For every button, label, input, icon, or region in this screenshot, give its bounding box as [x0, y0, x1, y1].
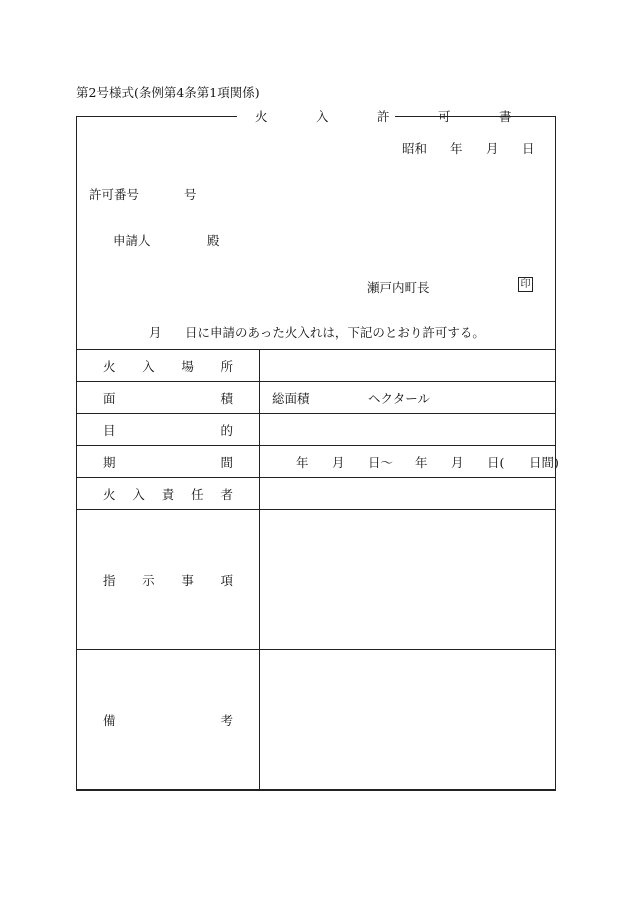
responsible-value[interactable]: [260, 478, 556, 510]
seal-mark: 印: [518, 277, 533, 292]
period-start-day: 日〜: [368, 454, 394, 470]
responsible-label-cell: [77, 478, 260, 510]
area-value[interactable]: [260, 382, 556, 414]
date-era: 昭和: [402, 141, 428, 156]
period-days: 日間): [529, 454, 559, 470]
period-start-year: 年: [296, 454, 309, 470]
frame-top-line-right: [395, 116, 555, 117]
period-end-day: 日(: [487, 454, 505, 470]
row-period: [77, 446, 556, 478]
frame-top-line-left: [77, 116, 237, 117]
applicant-label: 申請人: [113, 233, 151, 248]
period-end-month: 月: [451, 454, 464, 470]
row-responsible: [77, 478, 556, 510]
issuer-title: 瀬戸内町長: [367, 280, 430, 295]
instructions-label: 指 示 事 項: [103, 572, 233, 588]
location-label: 火 入 場 所: [103, 358, 233, 374]
row-remarks: [77, 650, 556, 790]
period-value[interactable]: [260, 446, 559, 478]
date-day: 日: [522, 141, 535, 156]
area-unit: ヘクタール: [368, 390, 431, 406]
row-instructions: [77, 510, 556, 650]
permit-number-suffix: 号: [184, 187, 197, 202]
instructions-label-cell: [77, 510, 260, 650]
location-label-cell: [77, 350, 260, 382]
row-purpose: [77, 414, 556, 446]
area-label-cell: [77, 382, 260, 414]
period-start-month: 月: [332, 454, 345, 470]
area-total-label: 総面積: [272, 390, 310, 406]
date-year: 年: [450, 141, 463, 156]
location-value[interactable]: [260, 350, 556, 382]
purpose-value[interactable]: [260, 414, 556, 446]
remarks-value[interactable]: [260, 650, 556, 790]
permit-number-label: 許可番号: [89, 187, 140, 202]
document-title: 火 入 許 可 書: [255, 109, 530, 124]
purpose-label-cell: [77, 414, 260, 446]
applicant-honorific: 殿: [207, 233, 220, 248]
area-label: 面 積: [103, 390, 233, 406]
remarks-label: 備 考: [103, 712, 233, 728]
period-label-cell: [77, 446, 260, 478]
remarks-label-cell: [77, 650, 260, 790]
permit-form-frame: [76, 109, 559, 791]
statement-text: 日に申請のあった火入れは，下記のとおり許可する。: [185, 325, 485, 340]
permit-details-table: [76, 349, 559, 790]
date-month: 月: [486, 141, 499, 156]
statement-month: 月: [149, 325, 162, 340]
period-end-year: 年: [415, 454, 428, 470]
row-location: [77, 350, 556, 382]
period-label: 期 間: [103, 454, 233, 470]
form-number-label: 第2号様式(条例第4条第1項関係): [76, 85, 260, 100]
instructions-value[interactable]: [260, 510, 556, 650]
responsible-label: 火 入 責 任 者: [103, 486, 233, 502]
row-area: [77, 382, 556, 414]
purpose-label: 目 的: [103, 422, 233, 438]
